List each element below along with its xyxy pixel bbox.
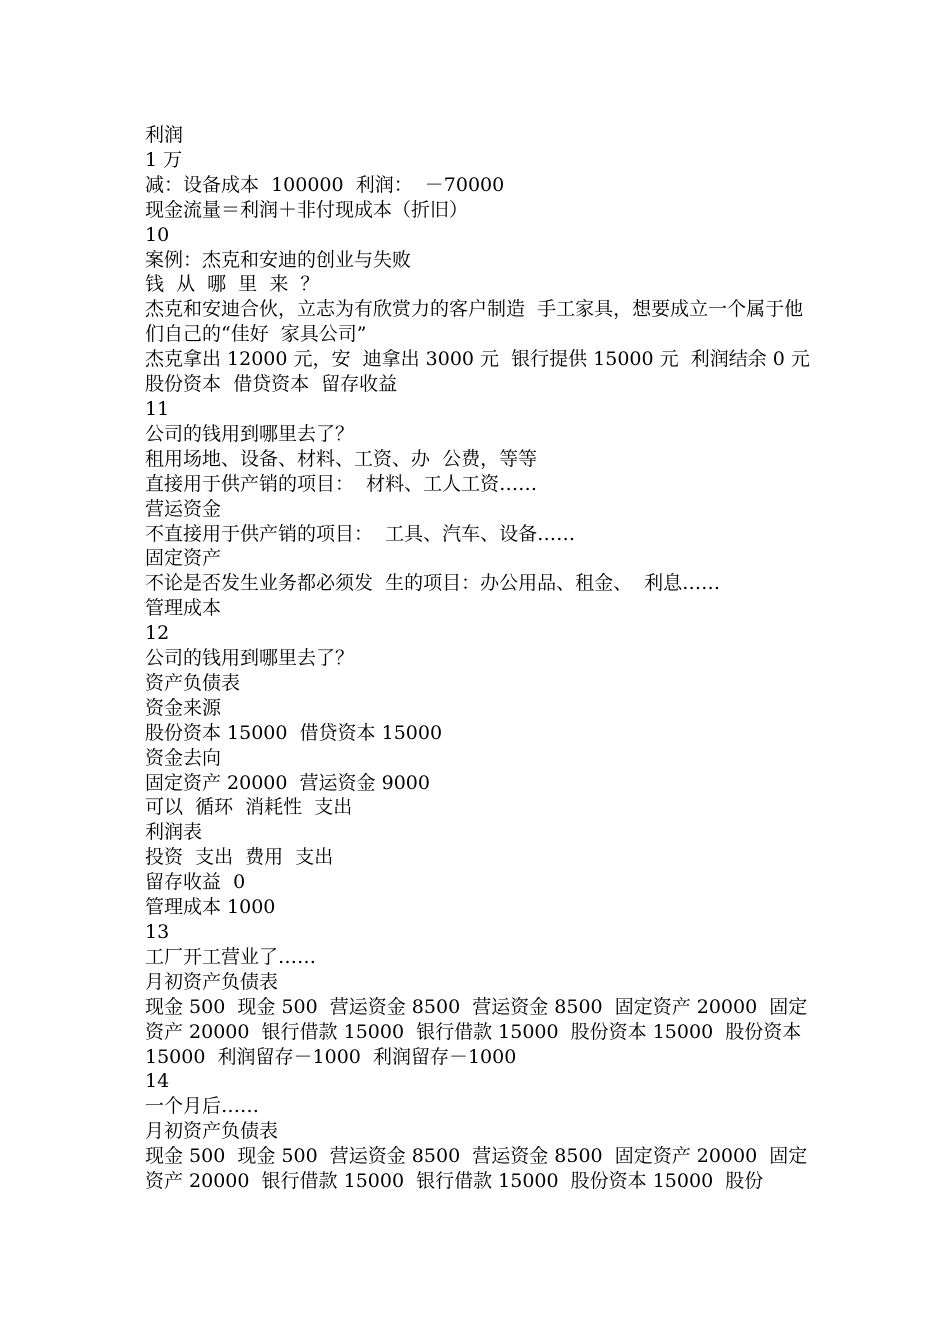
- section-heading: 钱 从 哪 里 来 ？: [145, 273, 320, 296]
- slide-number: 12: [145, 622, 170, 645]
- text-line: 现金 500 现金 500 营运资金 8500 营运资金 8500 固定资产 20000 固定资产 20000 银行借款 15000 银行借款 15000 股份资本 15000 股份资本 15000 利润留存－1000 利润留存－1000: [145, 995, 808, 1068]
- text-line: 股份资本 15000 借贷资本 15000: [145, 721, 443, 744]
- text-line: 股份资本 借贷资本 留存收益: [145, 373, 398, 396]
- text-line: 月初资产负债表: [145, 970, 279, 993]
- text-line: 资金去向: [145, 746, 222, 769]
- text-line: 租用场地、设备、材料、工资、办 公费，等等: [145, 447, 538, 470]
- text-line: 资产负债表: [145, 671, 241, 694]
- slide-number: 14: [145, 1070, 170, 1093]
- text-line: 不论是否发生业务都必须发 生的项目：办公用品、租金、 利息……: [145, 572, 721, 595]
- section-heading: 工厂开工营业了……: [145, 945, 317, 968]
- text-line: 利润: [145, 124, 184, 146]
- text-line: 资金来源: [145, 696, 222, 719]
- text-line: 投资 支出 费用 支出: [145, 846, 334, 869]
- text-line: 不直接用于供产销的项目： 工具、汽车、设备……: [145, 522, 576, 545]
- text-line: 现金 500 现金 500 营运资金 8500 营运资金 8500 固定资产 20000 固定资产 20000 银行借款 15000 银行借款 15000 股份资本 15000 股份: [145, 1145, 808, 1193]
- section-heading: 一个月后……: [145, 1095, 260, 1118]
- slide-number: 10: [145, 223, 170, 246]
- slide-number: 11: [145, 397, 170, 420]
- text-line: 月初资产负债表: [145, 1120, 279, 1143]
- document-page: [145, 123, 810, 1194]
- case-title: 案例：杰克和安迪的创业与失败: [145, 248, 412, 271]
- text-line: 留存收益 0: [145, 871, 246, 894]
- text-line: 杰克和安迪合伙，立志为有欣赏力的客户制造 手工家具，想要成立一个属于他们自己的“佳好 家具公司”: [145, 298, 804, 346]
- text-line: 杰克拿出 12000 元，安 迪拿出 3000 元 银行提供 15000 元 利润结余 0 元: [145, 348, 810, 371]
- text-line: 固定资产 20000 营运资金 9000: [145, 771, 430, 794]
- text-line: 营运资金: [145, 497, 222, 520]
- text-line: 管理成本 1000: [145, 896, 276, 919]
- text-line: 管理成本: [145, 597, 222, 620]
- text-line: 1 万: [145, 148, 183, 171]
- text-line: 直接用于供产销的项目： 材料、工人工资……: [145, 472, 538, 495]
- text-line: 利润表: [145, 821, 203, 844]
- section-heading: 公司的钱用到哪里去了？: [145, 422, 355, 445]
- text-line: 现金流量＝利润＋非付现成本（折旧）: [145, 198, 469, 221]
- text-line: 减：设备成本 100000 利润： －70000: [145, 173, 505, 196]
- text-line: 可以 循环 消耗性 支出: [145, 796, 353, 819]
- text-line: 固定资产: [145, 547, 222, 570]
- section-heading: 公司的钱用到哪里去了？: [145, 647, 355, 670]
- slide-number: 13: [145, 921, 170, 943]
